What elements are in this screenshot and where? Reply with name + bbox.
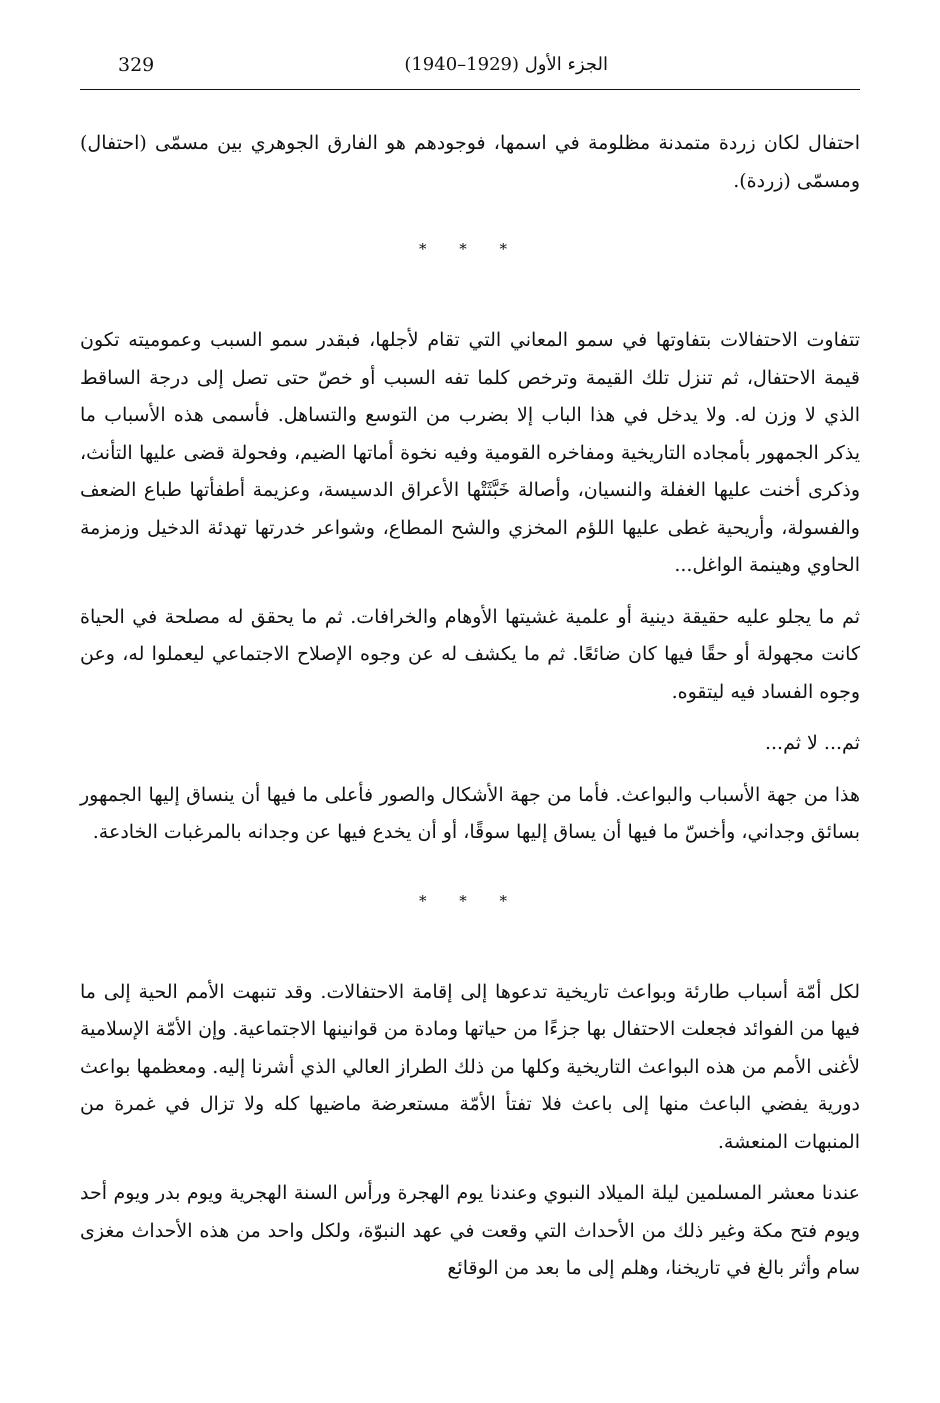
paragraph: ثم... لا ثم... xyxy=(764,732,860,754)
paragraph: عندنا معشر المسلمين ليلة الميلاد النبوي وعندنا يوم الهجرة ورأس السنة الهجرية ويوم بدر ويوم أحد ويوم فتح مكة وغير ذلك من الأحداث التي وقعت في عهد النبوّة، ولكل واحد من هذه الأحداث مغزى سام وأثر بالغ في تاريخنا، وهلم إلى ما بعد من الوقائع xyxy=(80,1182,860,1279)
page-number: 329 xyxy=(118,54,155,76)
paragraph: هذا من جهة الأسباب والبواعث. فأما من جهة الأشكال والصور فأعلى ما فيها أن ينساق إليها الجمهور بسائق وجداني، وأخسّ ما فيها أن يساق إليها سوقًا، أو أن يخدع فيها عن وجدانه بالمرغبات الخادعة. xyxy=(80,783,860,843)
section-separator: * * * xyxy=(418,240,522,258)
paragraph: ثم ما يجلو عليه حقيقة دينية أو علمية غشيتها الأوهام والخرافات. ثم ما يحقق له مصلحة في الحياة كانت مجهولة أو حقًا فيها كان ضائعًا. ثم ما يكشف له عن وجوه الإصلاح الاجتماعي ليعملوا له، وعن وجوه الفساد فيه ليتقوه. xyxy=(80,605,860,703)
paragraph: لكل أمّة أسباب طارئة وبواعث تاريخية تدعوها إلى إقامة الاحتفالات. وقد تنبهت الأمم الحية إلى ما فيها من الفوائد فجعلت الاحتفال بها جزءًا من حياتها ومادة من قوانينها الاجتماعية. وإن الأمّة الإسلامية لأغنى الأمم من هذه البواعث التاريخية وكلها من ذلك الطراز العالي الذي أشرنا إليه. ومعظمها بواعث دورية يفضي الباعث منها إلى باعث فلا تفتأ الأمّة مستعرضة ماضيها كله ولا تزال في غمرة من المنبهات المنعشة. xyxy=(80,980,860,1153)
header-rule xyxy=(80,89,860,90)
page-header xyxy=(80,50,860,90)
section-separator: * * * xyxy=(418,891,522,910)
page-body xyxy=(80,125,860,1302)
running-title: الجزء الأول (1929–1940) xyxy=(404,54,608,75)
paragraph: تتفاوت الاحتفالات بتفاوتها في سمو المعاني التي تقام لأجلها، فبقدر سمو السبب وعموميته تكون قيمة الاحتفال، ثم تنزل تلك القيمة وترخص كلما تفه السبب أو خصّ حتى تصل إلى درجة الساقط الذي لا وزن له. ولا يدخل في هذا الباب إلا بضرب من التوسع والتساهل. فأسمى هذه الأسباب ما يذكر الجمهور بأمجاده التاريخية ومفاخره القومية وفيه نخوة أماتها الضيم، وفحولة قضى عليها التأنث، وذكرى أخنت عليها الغفلة والنسيان، وأصالة خَبَّثَتْها الأعراق الدسيسة، وعزيمة أطفأتها طباع الضعف والفسولة، وأريحية غطى عليها اللؤم المخزي والشح المطاع، وشواعر خدرتها تهدئة الدخيل وزمزمة الحاوي وهينمة الواغل... xyxy=(80,329,860,576)
paragraph: احتفال لكان زردة متمدنة مظلومة في اسمها، فوجودهم هو الفارق الجوهري بين مسمّى (احتفال) ومسمّى (زردة). xyxy=(80,132,860,192)
